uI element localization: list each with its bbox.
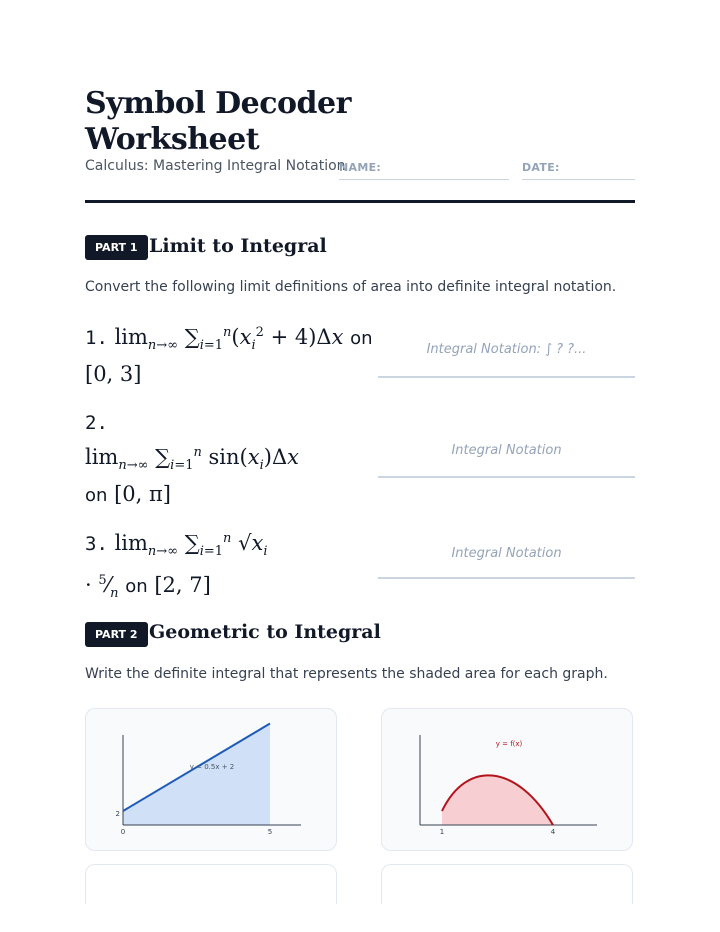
- problem-1-number: 1.: [85, 327, 108, 349]
- part2-instructions: Write the definite integral that represents the shaded area for each graph.: [85, 666, 608, 682]
- problem-2-number: 2.: [85, 412, 108, 434]
- part2-badge: PART 2: [85, 622, 148, 647]
- answer-3-placeholder: Integral Notation: [451, 546, 562, 561]
- answer-1-placeholder: Integral Notation: ∫ ? ?...: [426, 342, 587, 357]
- problem-3-on: on: [125, 576, 148, 598]
- part2-title: Geometric to Integral: [149, 621, 381, 643]
- graph-1-curve-label: y = 0.5x + 2: [189, 763, 235, 771]
- name-field[interactable]: [339, 179, 509, 180]
- graph-1: [86, 709, 338, 852]
- page-subtitle: Calculus: Mastering Integral Notation: [85, 158, 346, 174]
- graph-card-1: [85, 708, 337, 851]
- answer-1-field[interactable]: [378, 376, 635, 378]
- graph-2: [382, 709, 636, 852]
- problem-2: 2. $\lim_{n\to\infty} \sum_{i=1}^n$ $\sin(x_i)\Delta x$ on [0, π]: [85, 412, 299, 507]
- part1-badge: PART 1: [85, 235, 148, 260]
- answer-2-field[interactable]: [378, 476, 635, 478]
- header-divider: [85, 200, 635, 203]
- graph-card-2: [381, 708, 633, 851]
- graph-2-x-tick-0: 1: [439, 828, 445, 836]
- problem-3: 3. $\lim_{n\to\infty} \sum_{i=1}^n$ $√x_i$ · $^5⁄_n$ on [2, 7]: [85, 531, 268, 602]
- page-title: Symbol Decoder Worksheet: [85, 86, 351, 157]
- problem-2-on: on: [85, 485, 108, 507]
- graph-1-y-tick-0: 2: [115, 810, 120, 818]
- graph-card-4: [381, 864, 633, 904]
- problem-1: 1. $\lim_{n\to\infty} \sum_{i=1}^n(x_i^2 + 4)\Delta x$ on [0, 3]: [85, 325, 373, 387]
- graph-2-shaded-area: [442, 775, 553, 825]
- date-field[interactable]: [522, 179, 635, 180]
- graph-card-3: [85, 864, 337, 904]
- graph-2-x-tick-1: 4: [550, 828, 556, 836]
- problem-1-on: on: [350, 328, 373, 349]
- graph-1-x-tick-0: 0: [120, 828, 126, 836]
- answer-3-field[interactable]: [378, 577, 635, 579]
- graph-2-curve-label: y = f(x): [495, 740, 523, 748]
- graph-1-x-tick-1: 5: [267, 828, 273, 836]
- problem-3-number: 3.: [85, 533, 108, 555]
- date-label: DATE:: [522, 161, 560, 174]
- answer-2-placeholder: Integral Notation: [451, 443, 562, 458]
- part1-instructions: Convert the following limit definitions of area into definite integral notation.: [85, 279, 617, 295]
- part1-title: Limit to Integral: [149, 235, 327, 257]
- name-label: NAME:: [339, 161, 382, 174]
- graph-1-shaded-area: [123, 724, 270, 826]
